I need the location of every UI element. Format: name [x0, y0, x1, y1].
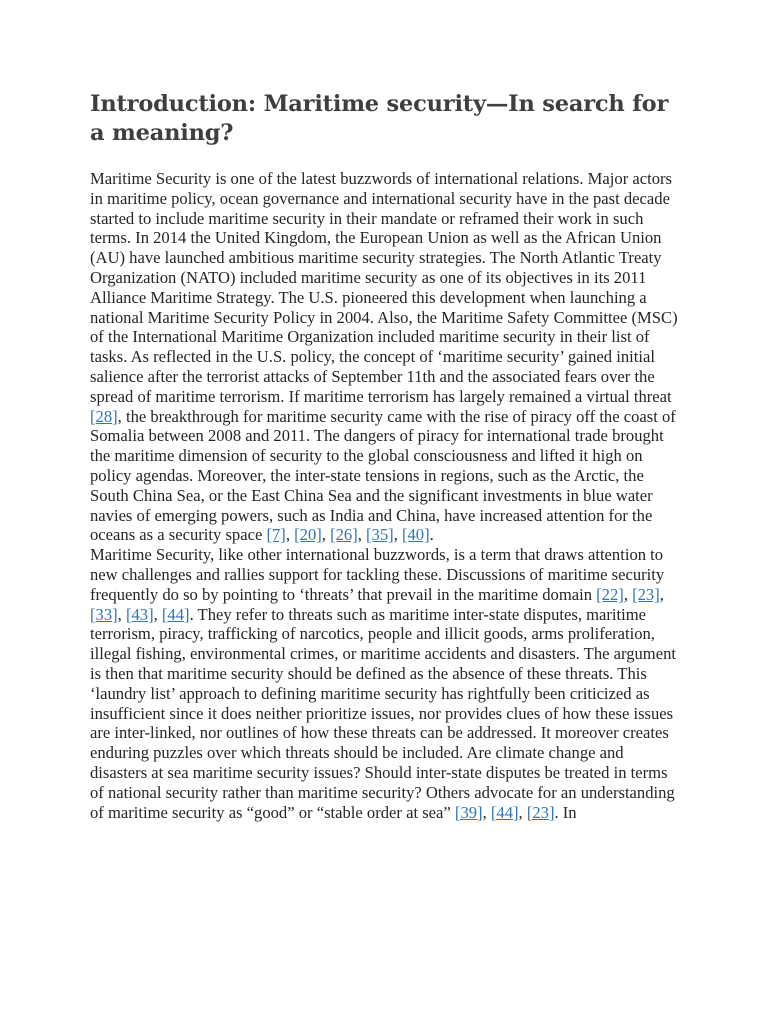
citation-link[interactable]: [40] — [401, 525, 430, 545]
separator: , — [357, 525, 367, 545]
citation-link[interactable]: [44] — [161, 604, 190, 624]
document-page — [90, 90, 680, 822]
paragraph-text: . They refer to threats such as maritime inter-state disputes, maritime terrorism, piracy, trafficking of narcotics, people and illicit goods, arms proliferation, illegal fishing, environmental crimes, or maritime accidents and disasters. The argument is then that maritime security should be defined as the absence of these threats. This ‘laundry list’ approach to defining maritime security has rightfully been criticized as insufficient since it does neither prioritize issues, nor provides clues of how these issues are inter-linked, nor outlines of how these threats can be addressed. It moreover creates enduring puzzles over which threats should be included. Are climate change and disasters at sea maritime security issues? Should inter-state disputes be treated in terms of national security rather than maritime security? Others advocate for an understanding of maritime security as “good” or “stable order at sea” — [90, 604, 676, 822]
citation-link[interactable]: [39] — [454, 802, 483, 822]
paragraph-text: Maritime Security, like other international buzzwords, is a term that draws attention to new challenges and rallies support for tackling these. Discussions of maritime security frequently do so by pointing to ‘threats’ that prevail in the maritime domain — [90, 545, 665, 604]
paragraph-text: . — [429, 525, 434, 545]
separator: , — [518, 802, 527, 822]
citation-link[interactable]: [44] — [490, 802, 519, 822]
citation-link[interactable]: [23] — [632, 584, 660, 604]
paragraph-text: , the breakthrough for maritime security came with the rise of piracy off the coast of Somalia between 2008 and 2011. The dangers of piracy for international trade brought the maritime dimension of security to the global consciousness and lifted it high on policy agendas. Moreover, the inter-state tensions in regions, such as the Arctic, the South China Sea, or the East China Sea and the significant investments in blue water navies of emerging powers, such as India and China, have increased attention for the oceans as a security space — [90, 406, 676, 545]
citation-link[interactable]: [43] — [125, 604, 154, 624]
separator: , — [153, 604, 162, 624]
citation-link[interactable]: [7] — [266, 525, 286, 545]
separator: , — [659, 584, 664, 604]
separator: , — [393, 525, 402, 545]
citation-link[interactable]: [23] — [526, 802, 555, 822]
citation-link[interactable]: [28] — [90, 406, 118, 426]
separator: , — [623, 584, 633, 604]
paragraph-1 — [90, 169, 680, 545]
section-heading: Introduction: Maritime security—In search for a meaning? — [90, 91, 669, 146]
separator: , — [117, 604, 126, 624]
citation-link[interactable]: [35] — [366, 525, 394, 545]
citation-link[interactable]: [22] — [596, 584, 624, 604]
separator: , — [482, 802, 491, 822]
separator: , — [285, 525, 295, 545]
separator: , — [321, 525, 331, 545]
citation-link[interactable]: [33] — [90, 604, 118, 624]
citation-link[interactable]: [26] — [330, 525, 358, 545]
paragraph-text: . In — [554, 802, 577, 822]
paragraph-text: Maritime Security is one of the latest buzzwords of international relations. Major actors in maritime policy, ocean governance and international security have in the past decade started to include maritime security in their mandate or reframed their work in such terms. In 2014 the United Kingdom, the European Union as well as the African Union (AU) have launched ambitious maritime security strategies. The North Atlantic Treaty Organization (NATO) included maritime security as one of its objectives in its 2011 Alliance Maritime Strategy. The U.S. pioneered this development when launching a national Maritime Security Policy in 2004. Also, the Maritime Safety Committee (MSC) of the International Maritime Organization included maritime security in their list of tasks. As reflected in the U.S. policy, the concept of ‘maritime security’ gained initial salience after the terrorist attacks of September 11th and the associated fears over the spread of maritime terrorism. If maritime terrorism has largely remained a virtual threat — [90, 169, 678, 406]
paragraph-2 — [90, 545, 680, 822]
citation-link[interactable]: [20] — [294, 525, 322, 545]
